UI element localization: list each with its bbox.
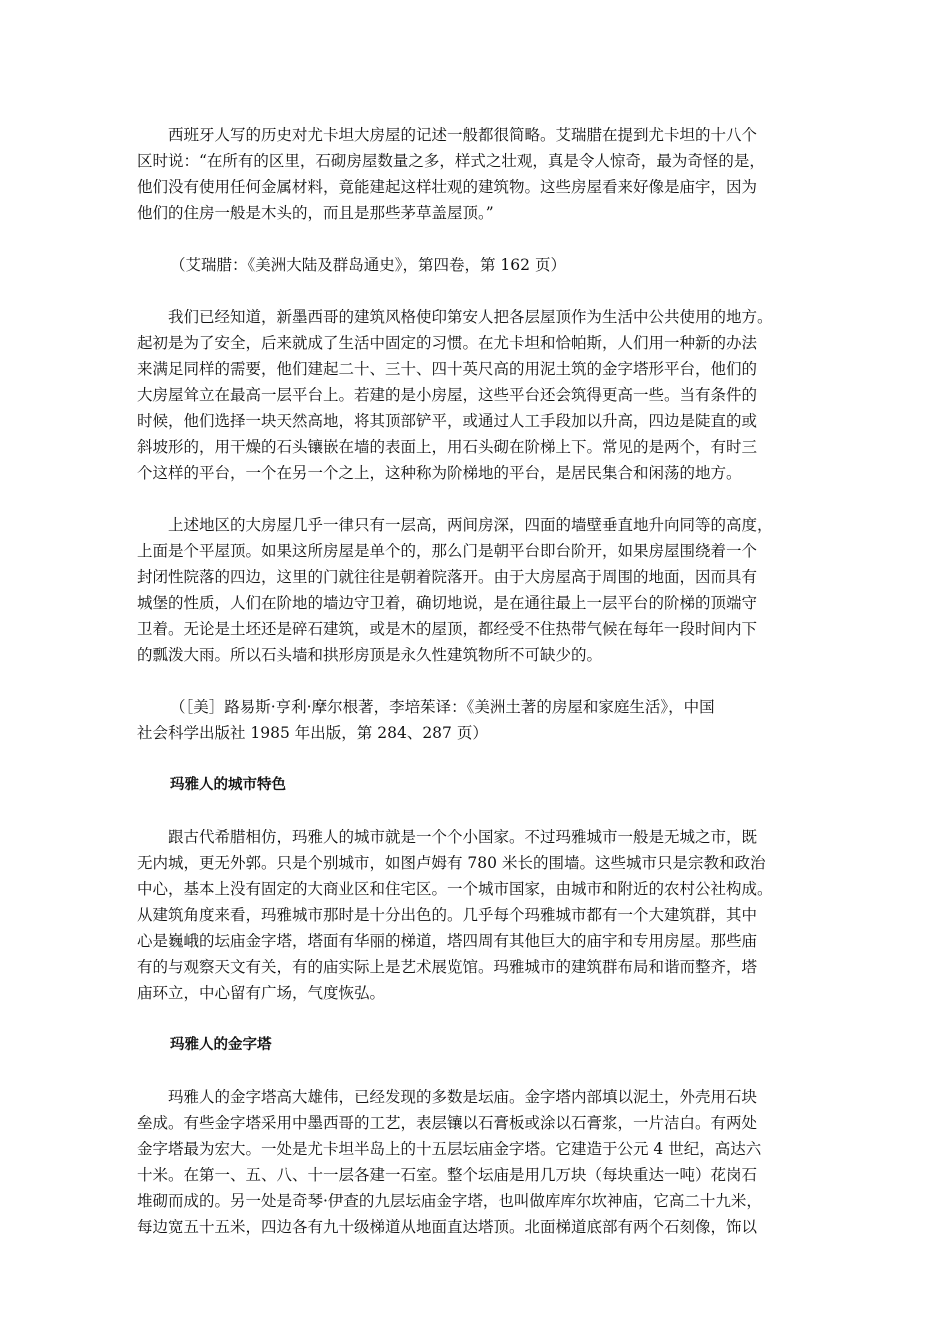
- text-line: 西班牙人写的历史对尤卡坦大房屋的记述一般都很简略。艾瑞腊在提到尤卡坦的十八个: [168, 126, 758, 144]
- citation-herrera: [137, 252, 817, 278]
- citation-text: （［美］路易斯·亨利·摩尔根著，李培茱译：《美洲土著的房屋和家庭生活》，中国: [170, 698, 715, 716]
- text-line: 庙环立，中心留有广场，气度恢弘。: [137, 984, 386, 1002]
- text-line: 玛雅人的金字塔高大雄伟，已经发现的多数是坛庙。金字塔内部填以泥土，外壳用石块: [168, 1088, 758, 1106]
- text-line: 无内城，更无外郭。只是个别城市，如图卢姆有 780 米长的围墙。这些城市只是宗教和政治: [137, 854, 766, 872]
- text-line: 起初是为了安全，后来就成了生活中固定的习惯。在尤卡坦和恰帕斯，人们用一种新的办法: [137, 334, 758, 352]
- text-line: 的瓢泼大雨。所以石头墙和拱形房顶是永久性建筑物所不可缺少的。: [137, 646, 603, 664]
- text-line: 他们没有使用任何金属材料，竟能建起这样壮观的建筑物。这些房屋看来好像是庙宇，因为: [137, 178, 758, 196]
- text-line: 我们已经知道，新墨西哥的建筑风格使印第安人把各层屋顶作为生活中公共使用的地方。: [168, 308, 773, 326]
- text-line: 斜坡形的，用干燥的石头镶嵌在墙的表面上，用石头砌在阶梯上下。常见的是两个，有时三: [137, 438, 758, 456]
- text-line: 区时说：“在所有的区里，石砌房屋数量之多，样式之壮观，真是令人惊奇，最为奇怪的是，: [137, 152, 765, 170]
- citation-morgan: [137, 694, 817, 746]
- text-line: 城堡的性质，人们在阶地的墙边守卫着，确切地说，是在通往最上一层平台的阶梯的顶端守: [137, 594, 758, 612]
- text-line: 每边宽五十五米，四边各有九十级梯道从地面直达塔顶。北面梯道底部有两个石刻像，饰以: [137, 1218, 758, 1236]
- paragraph-yucatan-history: [137, 122, 817, 226]
- section-heading-maya-cities: 玛雅人的城市特色: [170, 777, 286, 793]
- text-line: 个这样的平台，一个在另一个之上，这种称为阶梯地的平台，是居民集合和闲荡的地方。: [137, 464, 742, 482]
- text-line: 他们的住房一般是木头的，而且是那些茅草盖屋顶。”: [137, 204, 494, 222]
- text-line: 封闭性院落的四边，这里的门就往往是朝着院落开。由于大房屋高于周围的地面，因而具有: [137, 568, 758, 586]
- text-line: 来满足同样的需要，他们建起二十、三十、四十英尺高的用泥土筑的金字塔形平台，他们的: [137, 360, 758, 378]
- text-line: 垒成。有些金字塔采用中墨西哥的工艺，表层镶以石膏板或涂以石膏浆，一片洁白。有两处: [137, 1114, 758, 1132]
- paragraph-maya-pyramids: [137, 1084, 817, 1240]
- text-line: 中心，基本上没有固定的大商业区和住宅区。一个城市国家，由城市和附近的农村公社构成。: [137, 880, 773, 898]
- text-line: 金字塔最为宏大。一处是尤卡坦半岛上的十五层坛庙金字塔。它建造于公元 4 世纪，高达六: [137, 1140, 762, 1158]
- text-line: 堆砌而成的。另一处是奇琴·伊查的九层坛庙金字塔，也叫做库库尔坎神庙，它高二十九米，: [137, 1192, 762, 1210]
- paragraph-terraces: [137, 304, 817, 486]
- text-line: 上述地区的大房屋几乎一律只有一层高，两间房深，四面的墙壁垂直地升向同等的高度，: [168, 516, 773, 534]
- text-line: 时候，他们选择一块天然高地，将其顶部铲平，或通过人工手段加以升高，四边是陡直的或: [137, 412, 758, 430]
- text-line: 上面是个平屋顶。如果这所房屋是单个的，那么门是朝平台即台阶开，如果房屋围绕着一个: [137, 542, 758, 560]
- section-heading-maya-pyramids: 玛雅人的金字塔: [170, 1037, 272, 1053]
- text-line: 十米。在第一、五、八、十一层各建一石室。整个坛庙是用几万块（每块重达一吨）花岗石: [137, 1166, 758, 1184]
- citation-text: 社会科学出版社 1985 年出版，第 284、287 页）: [137, 724, 488, 742]
- text-line: 有的与观察天文有关，有的庙实际上是艺术展览馆。玛雅城市的建筑群布局和谐而整齐，塔: [137, 958, 758, 976]
- text-line: 从建筑角度来看，玛雅城市那时是十分出色的。几乎每个玛雅城市都有一个大建筑群，其中: [137, 906, 758, 924]
- document-page: [137, 122, 817, 1240]
- text-line: 心是巍峨的坛庙金字塔，塔面有华丽的梯道，塔四周有其他巨大的庙宇和专用房屋。那些庙: [137, 932, 758, 950]
- citation-text: （艾瑞腊：《美洲大陆及群岛通史》，第四卷，第 162 页）: [170, 256, 566, 274]
- paragraph-maya-cities: [137, 824, 817, 1006]
- text-line: 卫着。无论是土坯还是碎石建筑，或是木的屋顶，都经受不住热带气候在每年一段时间内下: [137, 620, 758, 638]
- text-line: 大房屋耸立在最高一层平台上。若建的是小房屋，这些平台还会筑得更高一些。当有条件的: [137, 386, 758, 404]
- text-line: 跟古代希腊相仿，玛雅人的城市就是一个个小国家。不过玛雅城市一般是无城之市，既: [168, 828, 758, 846]
- paragraph-single-story-houses: [137, 512, 817, 668]
